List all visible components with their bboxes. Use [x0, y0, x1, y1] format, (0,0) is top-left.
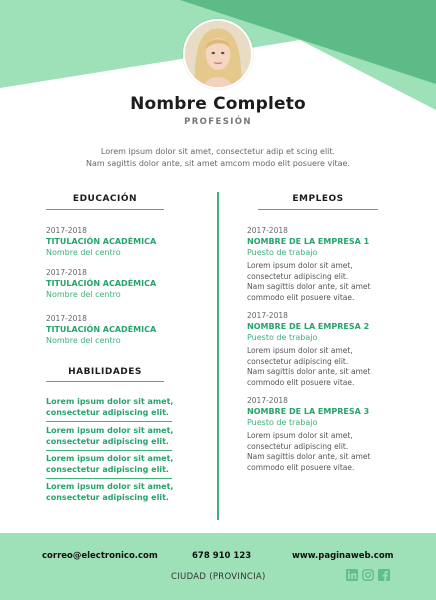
job-year: 2017-2018: [247, 396, 288, 405]
job-year: 2017-2018: [247, 311, 288, 320]
job-desc-line: commodo elit posuere vitae.: [247, 462, 355, 472]
job-description: [247, 431, 370, 473]
footer: [0, 533, 436, 600]
job-position: Puesto de trabajo: [247, 333, 318, 342]
education-center: Nombre del centro: [46, 248, 121, 257]
job-position: Puesto de trabajo: [247, 418, 318, 427]
skill-line: Lorem ipsum dolor sit amet,: [46, 397, 174, 406]
job-desc-line: Nam sagittis dolor ante, sit amet: [247, 452, 371, 461]
education-year: 2017-2018: [46, 226, 87, 235]
skill-line: consectetur adipiscing elit.: [46, 465, 169, 474]
education-item: [46, 268, 156, 300]
footer-city: CIUDAD (PROVINCIA): [171, 572, 266, 582]
education-degree: TITULACIÓN ACADÉMICA: [46, 279, 157, 288]
skill-line: consectetur adipiscing elit.: [46, 493, 169, 502]
footer-email[interactable]: correo@electronico.com: [42, 551, 158, 561]
education-title: EDUCACIÓN: [72, 194, 138, 204]
linkedin-icon[interactable]: [346, 569, 358, 581]
job-company: NOMBRE DE LA EMPRESA 3: [247, 407, 370, 416]
job-item: [247, 396, 370, 473]
skill-divider: [46, 421, 172, 422]
job-desc-line: consectetur adipiscing elit.: [247, 441, 349, 451]
job-description: [247, 261, 370, 303]
education-degree: TITULACIÓN ACADÉMICA: [46, 237, 157, 246]
skill-item: [46, 481, 216, 503]
job-position: Puesto de trabajo: [247, 248, 318, 257]
education-year: 2017-2018: [46, 314, 87, 323]
skill-line: consectetur adipiscing elit.: [46, 408, 169, 417]
skill-line: Lorem ipsum dolor sit amet,: [46, 454, 174, 463]
job-desc-line: Nam sagittis dolor ante, sit amet: [247, 367, 371, 376]
employment-title: EMPLEOS: [292, 194, 344, 204]
profile-photo: [183, 19, 253, 89]
intro-line: Nam sagittis dolor ante, sit amet amcom modo elit posuere vitae.: [86, 158, 350, 168]
skill-item: [46, 396, 216, 422]
column-divider: [217, 192, 219, 520]
education-underline: [46, 209, 164, 210]
education-item: [46, 226, 156, 258]
footer-website[interactable]: www.paginaweb.com: [292, 551, 394, 561]
profession: PROFESIÓN: [184, 117, 252, 127]
job-item: [247, 226, 370, 303]
job-desc-line: commodo elit posuere vitae.: [247, 292, 355, 302]
job-company: NOMBRE DE LA EMPRESA 1: [247, 237, 370, 246]
skill-divider: [46, 450, 172, 451]
job-desc-line: Lorem ipsum dolor sit amet,: [247, 346, 353, 355]
education-center: Nombre del centro: [46, 290, 121, 299]
job-desc-line: Lorem ipsum dolor sit amet,: [247, 431, 353, 440]
skill-line: Lorem ipsum dolor sit amet,: [46, 482, 174, 491]
education-item: [46, 314, 156, 346]
skill-line: Lorem ipsum dolor sit amet,: [46, 426, 174, 435]
instagram-icon[interactable]: [362, 569, 374, 581]
job-desc-line: consectetur adipiscing elit.: [247, 356, 349, 366]
job-year: 2017-2018: [247, 226, 288, 235]
education-center: Nombre del centro: [46, 336, 121, 345]
job-desc-line: Nam sagittis dolor ante, sit amet: [247, 282, 371, 291]
education-degree: TITULACIÓN ACADÉMICA: [46, 325, 157, 334]
skill-line: consectetur adipiscing elit.: [46, 437, 169, 446]
skills-title: HABILIDADES: [68, 367, 142, 377]
skill-item: [46, 453, 216, 479]
skill-item: [46, 425, 216, 451]
skills-underline: [46, 381, 164, 382]
job-desc-line: commodo elit posuere vitae.: [247, 377, 355, 387]
intro-text: [60, 146, 376, 169]
job-description: [247, 346, 370, 388]
skill-divider: [46, 478, 172, 479]
job-company: NOMBRE DE LA EMPRESA 2: [247, 322, 370, 331]
footer-phone: 678 910 123: [192, 551, 252, 561]
job-desc-line: consectetur adipiscing elit.: [247, 271, 349, 281]
intro-line: Lorem ipsum dolor sit amet, consectetur adip et scing elit.: [100, 147, 336, 156]
facebook-icon[interactable]: [378, 569, 390, 581]
full-name: Nombre Completo: [130, 94, 306, 114]
education-year: 2017-2018: [46, 268, 87, 277]
job-desc-line: Lorem ipsum dolor sit amet,: [247, 261, 353, 270]
job-item: [247, 311, 370, 388]
employment-underline: [258, 209, 378, 210]
